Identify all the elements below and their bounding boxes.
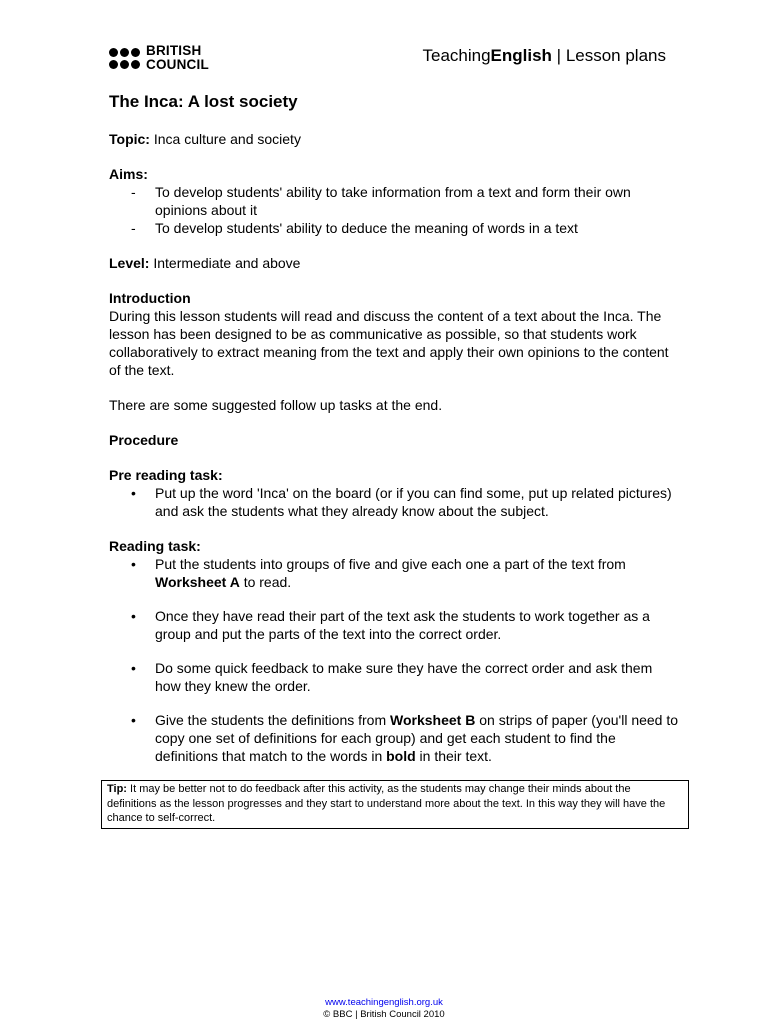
reading-item-1: [109, 555, 679, 591]
logo-line-1: BRITISH: [146, 43, 202, 58]
introduction-heading-text: Introduction: [109, 290, 191, 306]
british-council-logo: [109, 44, 209, 72]
reading-item-4: [109, 711, 679, 765]
pre-reading-list: [109, 484, 679, 520]
tip-box: [101, 780, 689, 829]
lesson-content: [109, 130, 679, 765]
introduction-heading: [109, 289, 679, 307]
level-value: Intermediate and above: [149, 255, 301, 271]
tip-label: Tip:: [107, 783, 127, 795]
reading-list: [109, 555, 679, 765]
reading-item-4-text-e: in their text.: [415, 748, 492, 764]
aim-item: - To develop students' ability to take information from a text and form their own opinions about it: [109, 183, 679, 219]
reading-item-2: • Once they have read their part of the text ask the students to work together as a group and put the parts of the text into the correct order.: [109, 607, 679, 643]
reading-heading-text: Reading task:: [109, 538, 201, 554]
reading-item-3: • Do some quick feedback to make sure they have the correct order and ask them how they knew the order.: [109, 659, 679, 695]
pre-reading-item: • Put up the word 'Inca' on the board (or if you can find some, put up related pictures) and ask the students what they already know about the subject.: [109, 484, 679, 520]
worksheet-b-ref: Worksheet B: [390, 712, 476, 728]
topic-label: Topic:: [109, 131, 150, 147]
tip-text: It may be better not to do feedback after this activity, as the students may change their minds about the definitions as the lesson progresses and they start to understand more about the text. In this way they will have the chance to self-correct.: [107, 783, 666, 824]
aims-heading: [109, 165, 679, 183]
footer-copyright: © BBC | British Council 2010: [323, 1009, 445, 1020]
worksheet-a-ref: Worksheet A: [155, 574, 240, 590]
procedure-heading-text: Procedure: [109, 432, 179, 448]
aims-list: [109, 183, 679, 237]
reading-item-4-text-c: on strips of paper (you'll need to copy one set of definitions for each group) and get each student to find the definitions that match to the words in: [155, 712, 679, 764]
brand-bold: English: [490, 46, 552, 65]
british-council-dots-icon: [109, 48, 140, 69]
aim-item: - To develop students' ability to deduce the meaning of words in a text: [109, 219, 679, 237]
bold-word-ref: bold: [386, 748, 416, 764]
reading-heading: [109, 537, 679, 555]
level-line: [109, 254, 679, 272]
pre-reading-heading: [109, 466, 679, 484]
header-brand: [422, 46, 666, 66]
footer-url-link[interactable]: www.teachingenglish.org.uk: [325, 997, 443, 1008]
topic-line: [109, 130, 679, 148]
footer: [0, 997, 768, 1021]
logo-line-2: COUNCIL: [146, 57, 209, 72]
aims-label: Aims:: [109, 166, 148, 182]
reading-item-1-text-c: to read.: [239, 574, 292, 590]
brand-prefix: Teaching: [422, 46, 491, 65]
logo-text: [146, 44, 209, 72]
pre-reading-heading-text: Pre reading task:: [109, 467, 223, 483]
page-title: The Inca: A lost society: [109, 92, 298, 111]
follow-up-paragraph: There are some suggested follow up tasks at the end.: [109, 397, 443, 413]
topic-value: Inca culture and society: [149, 131, 301, 147]
reading-item-1-text-a: Put the students into groups of five and give each one a part of the text from: [155, 556, 626, 572]
introduction-paragraph: During this lesson students will read and discuss the content of a text about the Inca. The lesson has been designed to be as communicative as possible, so that students work collaboratively to extract meaning from the text and apply their own opinions to the content of the text.: [109, 308, 669, 378]
reading-item-4-text-a: Give the students the definitions from: [155, 712, 391, 728]
brand-suffix: | Lesson plans: [551, 46, 666, 65]
procedure-heading: [109, 431, 679, 449]
level-label: Level:: [109, 255, 150, 271]
